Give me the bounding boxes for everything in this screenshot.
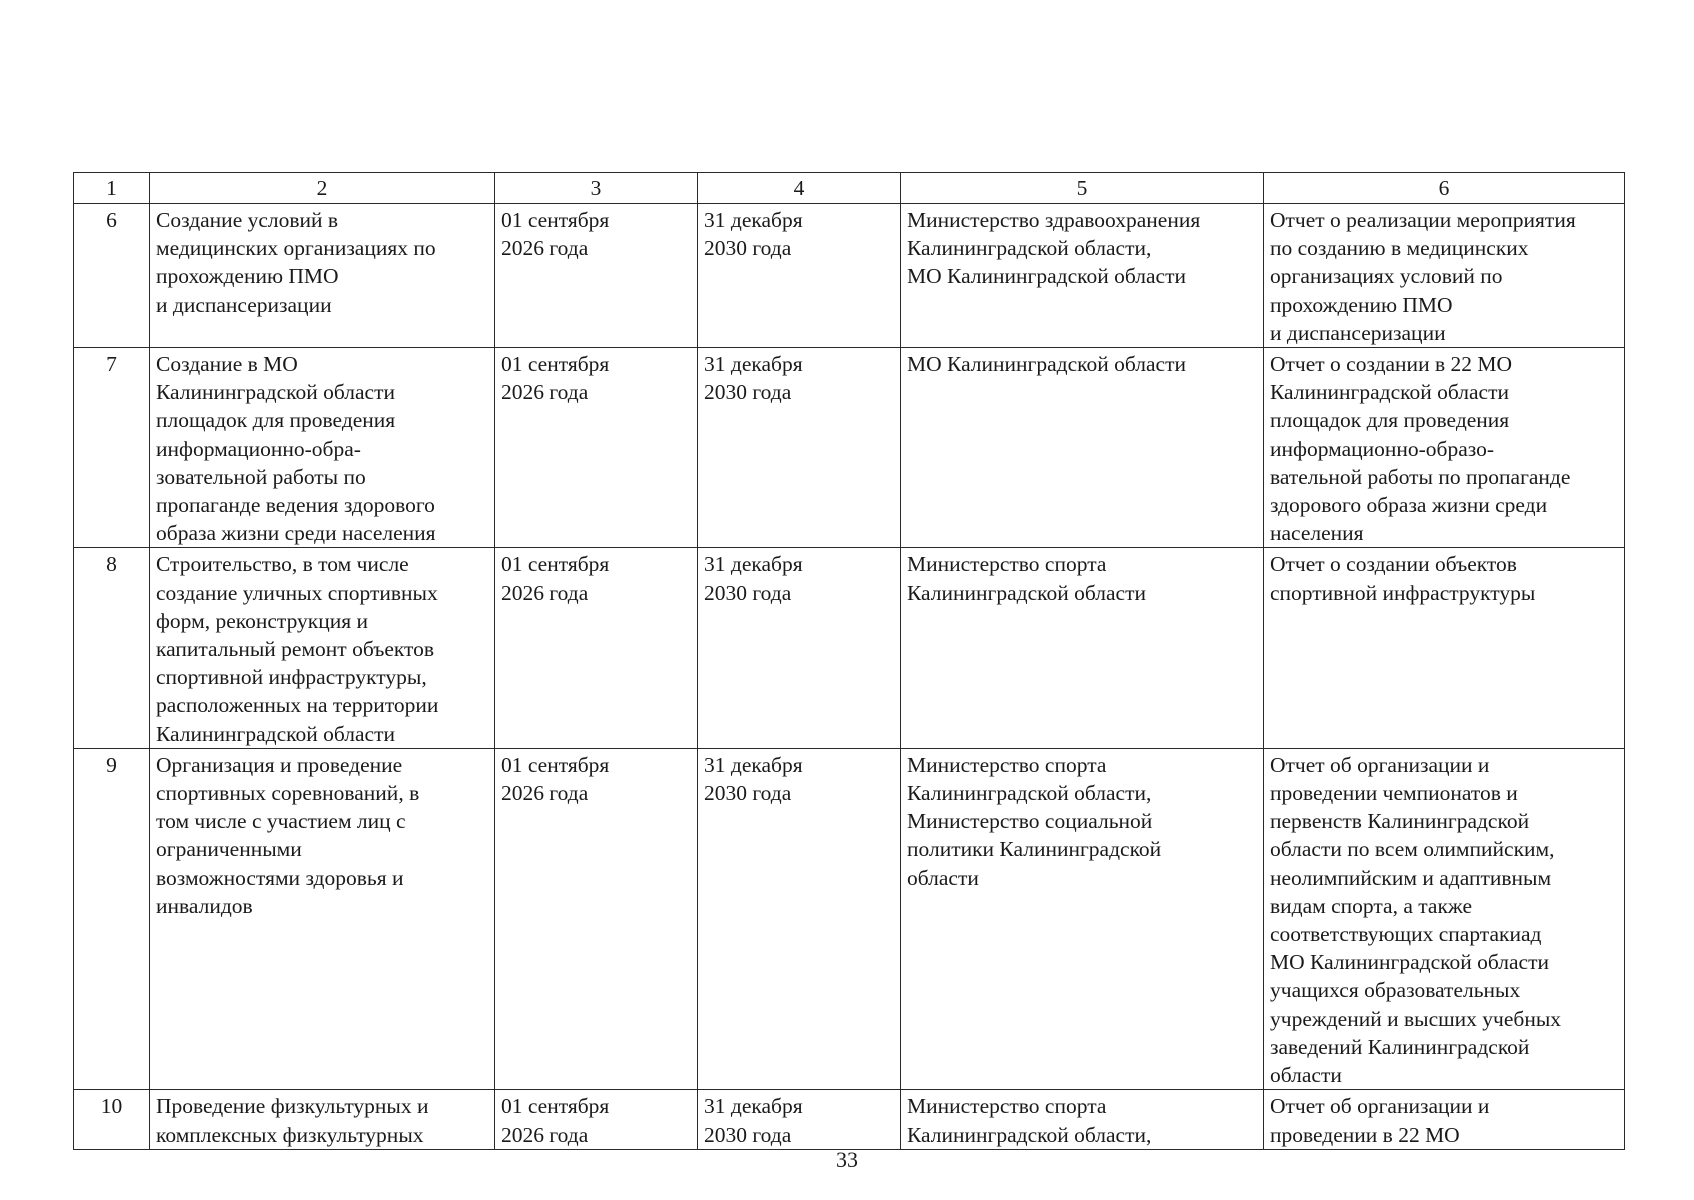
responsible-cell: Министерство спорта Калининградской области, Министерство социальной политики Калининградской области — [901, 748, 1264, 1089]
end-date-cell: 31 декабря 2030 года — [698, 1090, 901, 1149]
result-cell: Отчет о создании объектов спортивной инфраструктуры — [1264, 548, 1625, 748]
result-cell: Отчет об организации и проведении чемпионатов и первенств Калининградской области по всем олимпийским, неолимпийским и адаптивным видам спорта, а также соответствующих спартакиад МО Калининградской области учащихся образовательных учреждений и высших учебных заведений Калининградской области — [1264, 748, 1625, 1089]
table-row — [74, 1090, 1625, 1149]
event-cell: Проведение физкультурных и комплексных физкультурных — [150, 1090, 495, 1149]
table-row — [74, 548, 1625, 748]
table-row — [74, 348, 1625, 548]
start-date-cell: 01 сентября 2026 года — [495, 1090, 698, 1149]
header-cell-3: 3 — [495, 173, 698, 204]
responsible-cell: Министерство спорта Калининградской области, — [901, 1090, 1264, 1149]
responsible-cell: Министерство здравоохранения Калининградской области, МО Калининградской области — [901, 204, 1264, 348]
row-number: 7 — [74, 348, 150, 548]
plan-table — [73, 172, 1625, 1150]
header-cell-2: 2 — [150, 173, 495, 204]
responsible-cell: МО Калининградской области — [901, 348, 1264, 548]
table-header-row — [74, 173, 1625, 204]
table-row — [74, 204, 1625, 348]
header-cell-4: 4 — [698, 173, 901, 204]
event-cell: Организация и проведение спортивных соревнований, в том числе с участием лиц с ограниченными возможностями здоровья и инвалидов — [150, 748, 495, 1089]
row-number: 6 — [74, 204, 150, 348]
row-number: 8 — [74, 548, 150, 748]
event-cell: Создание условий в медицинских организациях по прохождению ПМО и диспансеризации — [150, 204, 495, 348]
row-number: 9 — [74, 748, 150, 1089]
row-number: 10 — [74, 1090, 150, 1149]
event-cell: Строительство, в том числе создание уличных спортивных форм, реконструкция и капитальный ремонт объектов спортивной инфраструктуры, расположенных на территории Калининградской области — [150, 548, 495, 748]
header-cell-1: 1 — [74, 173, 150, 204]
header-cell-6: 6 — [1264, 173, 1625, 204]
responsible-cell: Министерство спорта Калининградской области — [901, 548, 1264, 748]
end-date-cell: 31 декабря 2030 года — [698, 204, 901, 348]
end-date-cell: 31 декабря 2030 года — [698, 548, 901, 748]
page-number: 33 — [836, 1147, 858, 1172]
table-row — [74, 748, 1625, 1089]
start-date-cell: 01 сентября 2026 года — [495, 204, 698, 348]
start-date-cell: 01 сентября 2026 года — [495, 748, 698, 1089]
header-cell-5: 5 — [901, 173, 1264, 204]
end-date-cell: 31 декабря 2030 года — [698, 348, 901, 548]
end-date-cell: 31 декабря 2030 года — [698, 748, 901, 1089]
result-cell: Отчет об организации и проведении в 22 МО — [1264, 1090, 1625, 1149]
start-date-cell: 01 сентября 2026 года — [495, 348, 698, 548]
result-cell: Отчет о реализации мероприятия по созданию в медицинских организациях условий по прохождению ПМО и диспансеризации — [1264, 204, 1625, 348]
result-cell: Отчет о создании в 22 МО Калининградской области площадок для проведения информационно-образо- вательной работы по пропаганде здорового образа жизни среди населения — [1264, 348, 1625, 548]
start-date-cell: 01 сентября 2026 года — [495, 548, 698, 748]
event-cell: Создание в МО Калининградской области площадок для проведения информационно-обра- зовательной работы по пропаганде ведения здорового образа жизни среди населения — [150, 348, 495, 548]
